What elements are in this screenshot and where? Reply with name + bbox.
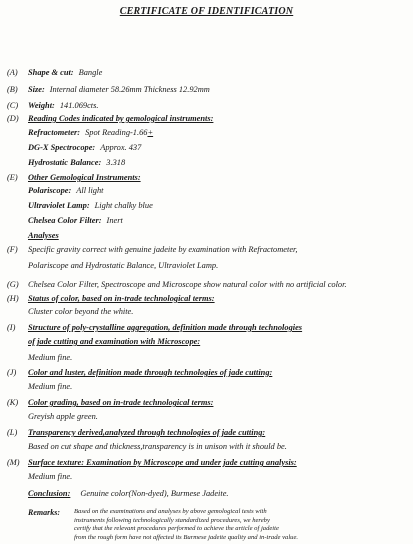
uv-lamp-value: Light chalky blue [94, 201, 153, 210]
hydrostatic-key: Hydrostatic Balance: [28, 158, 102, 167]
item-a-key: Shape & cut: [28, 68, 74, 77]
item-m-label: (M) [7, 458, 20, 467]
spectroscope-row [28, 143, 141, 153]
spectroscope-value: Approx. 437 [100, 143, 142, 152]
item-h-label: (H) [7, 294, 19, 303]
item-e-heading: Other Gemological Instruments: [28, 173, 141, 182]
item-k-label: (K) [7, 398, 19, 407]
item-c-value: 141.069cts. [59, 101, 99, 110]
item-j-value: Medium fine. [28, 382, 73, 391]
certificate-title: CERTIFICATE OF IDENTIFICATION [119, 6, 294, 17]
item-l-label: (L) [7, 428, 18, 437]
item-e-label: (E) [7, 173, 18, 182]
polariscope-row [28, 186, 103, 196]
item-a-label: (A) [7, 68, 18, 77]
item-d-heading: Reading Codes indicated by gemological instruments: [28, 114, 214, 123]
item-f-line1: Specific gravity correct with genuine jadeite by examination with Refractometer, [28, 245, 298, 254]
conclusion-value: Genuine color(Non-dyed), Burmese Jadeite. [80, 489, 229, 498]
item-m-value: Medium fine. [28, 472, 73, 481]
item-i-heading2: of jade cutting and examination with Microscope: [28, 337, 201, 346]
chelsea-value: Inert [106, 216, 123, 225]
item-i-heading1: Structure of poly-crystalline aggregation, definition made through technologies [28, 323, 303, 332]
item-g-text: Chelsea Color Filter, Spectroscope and Microscope show natural color with no artificial color. [28, 280, 347, 289]
refractometer-sign: + [147, 128, 154, 137]
item-j-label: (J) [7, 368, 17, 377]
item-l-heading: Transparency derived,analyzed through technologies of jade cutting: [28, 428, 266, 437]
item-c-label: (C) [7, 101, 19, 110]
item-d-label: (D) [7, 114, 19, 123]
item-f-label: (F) [7, 245, 18, 254]
item-a-value: Bangle [78, 68, 103, 77]
item-j-heading: Color and luster, definition made through technologies of jade cutting: [28, 368, 273, 377]
polariscope-value: All light [76, 186, 104, 195]
hydrostatic-row [28, 158, 125, 168]
polariscope-key: Polariscope: [28, 186, 72, 195]
uv-lamp-row [28, 201, 153, 211]
analyses-heading: Analyses [28, 231, 59, 240]
item-i-value: Medium fine. [28, 353, 73, 362]
item-b-label: (B) [7, 85, 18, 94]
remarks-line: Based on the examinations and analyses by above gemological tests with [74, 508, 267, 515]
item-i-label: (I) [7, 323, 16, 332]
item-b-value: Internal diameter 58.26mm Thickness 12.92mm [49, 85, 210, 94]
hydrostatic-value: 3.318 [106, 158, 126, 167]
refractometer-key: Refractometer: [28, 128, 81, 137]
chelsea-row [28, 216, 123, 226]
chelsea-key: Chelsea Color Filter: [28, 216, 102, 225]
item-b-key: Size: [28, 85, 45, 94]
item-c-key: Weight: [28, 101, 55, 110]
item-k-heading: Color grading, based on in-trade technological terms: [28, 398, 214, 407]
remarks-line: certify that the relevant procedures performed to achieve the article of jadeite [74, 525, 279, 532]
item-l-value: Based on cut shape and thickness,transparency is in unison with it should be. [28, 442, 287, 451]
item-h-value: Cluster color beyond the white. [28, 307, 134, 316]
item-k-value: Greyish apple green. [28, 412, 98, 421]
remarks-line: from the rough form have not affected its Burmese jadeite quality and in-trade value. [74, 533, 299, 541]
item-f-line2: Polariscope and Hydrostatic Balance, Ultraviolet Lamp. [28, 261, 219, 270]
item-m-heading: Surface texture: Examination by Microscope and under jade cutting analysis: [28, 458, 297, 467]
uv-lamp-key: Ultraviolet Lamp: [28, 201, 90, 210]
remarks-key: Remarks: [28, 508, 60, 517]
conclusion-row [28, 489, 229, 499]
refractometer-row [28, 128, 153, 138]
conclusion-key: Conclusion: [28, 489, 71, 498]
remarks-line: instruments following technologically standardized procedures, we hereby [74, 516, 270, 524]
remarks-text [74, 508, 404, 542]
refractometer-value: Spot Reading-1.66 [85, 128, 148, 137]
item-h-heading: Status of color, based on in-trade technological terms: [28, 294, 215, 303]
item-g-label: (G) [7, 280, 19, 289]
spectroscope-key: DG-X Spectrocope: [28, 143, 96, 152]
